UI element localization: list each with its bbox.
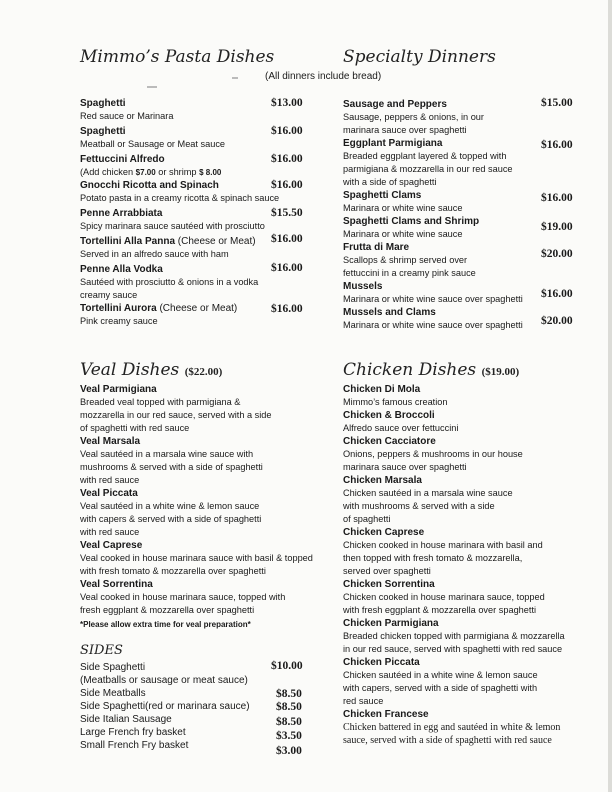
item-description: then topped with fresh tomato & mozzarella,	[343, 553, 523, 563]
item-description: Breaded eggplant layered & topped with	[343, 151, 507, 161]
item-description: Chicken cooked in house marinara sauce, topped	[343, 592, 545, 602]
chicken-heading-title: Chicken Dishes	[343, 360, 477, 380]
item-price: $16.00	[271, 153, 303, 165]
item-name: Chicken Marsala	[343, 475, 422, 486]
item-description: Alfredo sauce over fettuccini	[343, 423, 459, 433]
item-name: Chicken Piccata	[343, 657, 420, 668]
menu-item	[343, 474, 588, 526]
item-price: $16.00	[271, 233, 303, 245]
item-description: served over spaghetti	[343, 566, 431, 576]
chicken-heading	[343, 360, 519, 380]
item-name-text: Tortellini Alla Panna	[80, 236, 176, 247]
item-description: with capers & served with a side of spaghetti	[80, 514, 262, 524]
item-description: Potato pasta in a creamy ricotta & spinach sauce	[80, 193, 280, 203]
item-name: Chicken Caprese	[343, 527, 425, 538]
menu-item	[343, 708, 588, 747]
item-description: of spaghetti	[343, 514, 391, 524]
item-description: Veal sautéed in a marsala wine sauce with	[80, 449, 254, 459]
menu-item	[343, 383, 588, 409]
item-name: Veal Caprese	[80, 540, 143, 551]
item-price: $16.00	[271, 179, 303, 191]
item-description: with fresh eggplant & mozzarella over spaghetti	[343, 605, 537, 615]
item-name: Spaghetti	[80, 98, 126, 109]
veal-heading-title: Veal Dishes	[80, 360, 180, 380]
item-name: Chicken Cacciatore	[343, 436, 436, 447]
item-description: with mushrooms & served with a side	[343, 501, 495, 511]
item-name: Penne Arrabbiata	[80, 208, 163, 219]
item-description: Onions, peppers & mushrooms in our house	[343, 449, 523, 459]
item-description: sauce, served with a side of spaghetti with red sauce	[343, 735, 552, 746]
item-price: $20.00	[541, 315, 573, 327]
item-description: Chicken cooked in house marinara with basil and	[343, 540, 543, 550]
item-name: Veal Parmigiana	[80, 384, 157, 395]
menu-item	[80, 435, 340, 487]
item-description: with capers, served with a side of spaghetti with	[343, 683, 538, 693]
menu-item	[343, 435, 588, 474]
item-name: Veal Piccata	[80, 488, 138, 499]
item-description: Chicken sautéed in a marsala wine sauce	[343, 488, 513, 498]
menu-item	[343, 526, 588, 578]
menu-item	[80, 487, 340, 539]
item-price: $20.00	[541, 248, 573, 260]
item-name: Veal Sorrentina	[80, 579, 153, 590]
menu-item	[343, 409, 588, 435]
chicken-section	[343, 383, 588, 747]
item-description	[80, 166, 330, 179]
menu-item	[343, 656, 588, 708]
item-name: Chicken Parmigiana	[343, 618, 439, 629]
side-item-price: $10.00	[271, 660, 303, 672]
menu-item	[80, 578, 340, 617]
item-description: Veal sautéed in a white wine & lemon sauce	[80, 501, 260, 511]
item-name: Sausage and Peppers	[343, 99, 447, 110]
item-price: $16.00	[541, 192, 573, 204]
item-name: Chicken Francese	[343, 709, 429, 720]
side-item-name: Side Spaghetti(red or marinara sauce)	[80, 701, 250, 712]
item-name: Chicken Di Mola	[343, 384, 421, 395]
desc-text: (Add chicken	[80, 167, 136, 177]
side-item-price: $8.50	[276, 688, 302, 700]
item-description: Marinara or white wine sauce over spaghetti	[343, 320, 523, 330]
desc-text: or shrimp	[155, 167, 200, 177]
item-description: mushrooms & served with a side of spaghetti	[80, 462, 263, 472]
item-description: Mimmo’s famous creation	[343, 397, 448, 407]
pasta-heading: Mimmo’s Pasta Dishes	[80, 47, 275, 67]
item-description: fettuccini in a creamy pink sauce	[343, 268, 476, 278]
item-name: Penne Alla Vodka	[80, 264, 163, 275]
item-description: Meatball or Sausage or Meat sauce	[80, 139, 226, 149]
side-item-description: (Meatballs or sausage or meat sauce)	[80, 675, 248, 686]
item-description: Spicy marinara sauce sautéed with prosciutto	[80, 221, 265, 231]
item-name: Spaghetti Clams and Shrimp	[343, 216, 480, 227]
item-price: $13.00	[271, 97, 303, 109]
chicken-heading-price: ($19.00)	[481, 366, 520, 378]
item-name: Eggplant Parmigiana	[343, 138, 443, 149]
item-description: Veal cooked in house marinara sauce, topped with	[80, 592, 286, 602]
item-name-extra: (Cheese or Meat)	[175, 236, 256, 247]
item-description: fresh eggplant & mozzarella over spaghetti	[80, 605, 255, 615]
item-description: Marinara or white wine sauce	[343, 229, 463, 239]
item-description: Scallops & shrimp served over	[343, 255, 468, 265]
item-description: with red sauce	[80, 475, 140, 485]
sides-heading: SIDES	[80, 643, 123, 658]
side-item-name: Side Spaghetti	[80, 662, 146, 673]
item-description: Sausage, peppers & onions, in our	[343, 112, 484, 122]
item-name: Gnocchi Ricotta and Spinach	[80, 180, 219, 191]
menu-item	[80, 539, 340, 578]
item-name: Spaghetti Clams	[343, 190, 422, 201]
stray-mark	[232, 77, 238, 79]
stray-mark	[147, 86, 157, 88]
item-description: Chicken battered in egg and sautéed in white & lemon	[343, 722, 561, 733]
side-item-price: $8.50	[276, 716, 302, 728]
veal-footnote: *Please allow extra time for veal preparation*	[80, 620, 251, 629]
item-description: in our red sauce, served with spaghetti with red sauce	[343, 644, 563, 654]
item-description: Marinara or white wine sauce over spaghetti	[343, 294, 523, 304]
item-description: parmigiana & mozzarella in our red sauce	[343, 164, 513, 174]
veal-heading-price: ($22.00)	[184, 366, 223, 378]
specialty-heading: Specialty Dinners	[343, 47, 496, 67]
item-description: with red sauce	[80, 527, 140, 537]
side-item-price: $8.50	[276, 701, 302, 713]
menu-item	[343, 617, 588, 656]
item-description: Chicken sautéed in a white wine & lemon sauce	[343, 670, 538, 680]
item-price: $16.00	[271, 303, 303, 315]
menu-item	[80, 383, 340, 435]
item-name: Fettuccini Alfredo	[80, 154, 165, 165]
shrimp-addon-price: $ 8.00	[199, 168, 222, 177]
item-description: mozzarella in our red sauce, served with a side	[80, 410, 272, 420]
item-price: $16.00	[271, 125, 303, 137]
side-item-price: $3.50	[276, 730, 302, 742]
item-name: Chicken Sorrentina	[343, 579, 435, 590]
side-item-price: $3.00	[276, 745, 302, 757]
menu-item	[343, 241, 583, 280]
menu-item	[343, 578, 588, 617]
item-description: Red sauce or Marinara	[80, 111, 174, 121]
item-price: $15.00	[541, 97, 573, 109]
item-price: $19.00	[541, 221, 573, 233]
item-description: Marinara or white wine sauce	[343, 203, 463, 213]
item-description: with a side of spaghetti	[343, 177, 437, 187]
item-description: of spaghetti with red sauce	[80, 423, 190, 433]
item-name: Chicken & Broccoli	[343, 410, 435, 421]
item-name: Mussels	[343, 281, 383, 292]
veal-section	[80, 383, 340, 631]
side-item-name: Side Meatballs	[80, 688, 146, 699]
item-description: with fresh tomato & mozzarella over spaghetti	[80, 566, 266, 576]
item-description: Breaded chicken topped with parmigiana & mozzarella	[343, 631, 565, 641]
item-name: Frutta di Mare	[343, 242, 410, 253]
item-description: Sautéed with prosciutto & onions in a vodka	[80, 277, 259, 287]
item-description: red sauce	[343, 696, 384, 706]
item-description: Pink creamy sauce	[80, 316, 158, 326]
specialty-note: (All dinners include bread)	[265, 71, 382, 82]
item-description: Breaded veal topped with parmigiana &	[80, 397, 241, 407]
chicken-addon-price: $7.00	[135, 168, 156, 177]
page-edge	[608, 0, 612, 792]
item-price: $16.00	[271, 262, 303, 274]
item-name-text: Tortellini Aurora	[80, 303, 157, 314]
item-description: Veal cooked in house marinara sauce with basil & topped	[80, 553, 313, 563]
item-price: $16.00	[541, 139, 573, 151]
item-name: Spaghetti	[80, 126, 126, 137]
item-description: creamy sauce	[80, 290, 138, 300]
item-description: Served in an alfredo sauce with ham	[80, 249, 229, 259]
item-price: $16.00	[541, 288, 573, 300]
item-description: marinara sauce over spaghetti	[343, 125, 467, 135]
side-item-name: Small French Fry basket	[80, 740, 189, 751]
item-name: Veal Marsala	[80, 436, 141, 447]
item-name: Mussels and Clams	[343, 307, 436, 318]
side-item-name: Side Italian Sausage	[80, 714, 172, 725]
item-name-extra: (Cheese or Meat)	[156, 303, 238, 314]
item-description: marinara sauce over spaghetti	[343, 462, 467, 472]
item-price: $15.50	[271, 207, 303, 219]
veal-heading	[80, 360, 222, 380]
side-item-name: Large French fry basket	[80, 727, 186, 738]
